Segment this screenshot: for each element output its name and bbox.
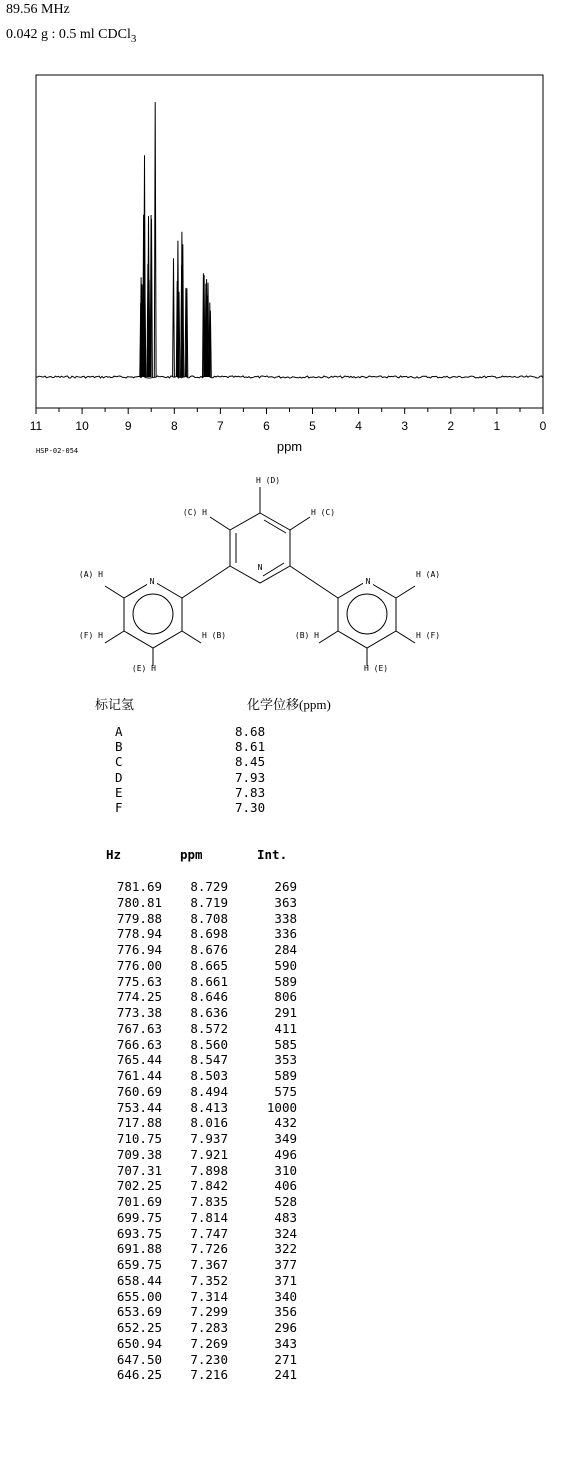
peak-hz: 658.44 — [116, 1272, 162, 1288]
peak-row — [100, 1115, 297, 1131]
peak-ppm: 7.937 — [190, 1131, 228, 1146]
left-ring-aromatic-circle — [133, 594, 173, 634]
peak-intensity: 349 — [274, 1131, 297, 1146]
bond-h-b-left — [182, 631, 201, 643]
peak-hz: 717.88 — [116, 1115, 162, 1131]
peak-intensity: 432 — [274, 1115, 297, 1131]
label-h-c-left: (C) H — [182, 508, 207, 517]
peak-hz: 775.63 — [116, 973, 162, 989]
peak-hz: 774.25 — [116, 989, 162, 1005]
peak-hz: 710.75 — [116, 1131, 162, 1146]
peak-hz: 780.81 — [116, 894, 162, 910]
peak-hz: 778.94 — [116, 926, 162, 942]
header-ppm: ppm — [180, 847, 203, 862]
peak-hz: 650.94 — [116, 1335, 162, 1351]
assignment-row — [115, 785, 265, 800]
peak-row — [100, 1100, 297, 1116]
peak-intensity: 496 — [274, 1146, 297, 1162]
assignment-label: A — [115, 724, 123, 739]
sample-description — [6, 27, 136, 45]
peak-intensity: 377 — [274, 1257, 297, 1272]
peak-intensity: 284 — [274, 942, 297, 957]
label-h-e-left: (E) H — [131, 664, 156, 673]
peak-ppm: 7.299 — [190, 1304, 228, 1320]
assignment-row — [115, 800, 265, 815]
assignment-shift: 7.93 — [235, 769, 266, 785]
peak-intensity: 353 — [274, 1052, 297, 1068]
bond-central-right — [290, 566, 338, 598]
assignment-row — [115, 770, 265, 785]
label-h-f-left: (F) H — [78, 631, 103, 640]
x-tick-label: 3 — [401, 419, 409, 433]
assignment-shift: 8.68 — [235, 724, 266, 739]
label-h-a-right: H (A) — [416, 570, 441, 579]
peak-intensity: 310 — [274, 1162, 297, 1178]
peak-intensity: 271 — [274, 1351, 297, 1367]
peak-hz: 767.63 — [116, 1020, 162, 1036]
assignment-table — [115, 724, 265, 815]
spectrum-peak — [154, 102, 156, 377]
spectrum-code: HSP-02-054 — [36, 447, 79, 455]
peak-hz: 693.75 — [116, 1225, 162, 1241]
peak-row — [100, 879, 297, 895]
peak-hz: 776.00 — [116, 957, 162, 973]
peak-row — [100, 1241, 297, 1257]
x-axis-label: ppm — [276, 439, 303, 454]
x-axis-tick-labels — [30, 419, 547, 433]
peak-intensity: 589 — [274, 1068, 297, 1083]
peak-row — [100, 989, 297, 1005]
peak-ppm: 8.494 — [190, 1083, 228, 1099]
peak-row — [100, 1084, 297, 1100]
peak-table — [100, 879, 297, 1383]
peak-row — [100, 1289, 297, 1305]
peak-intensity: 483 — [274, 1209, 297, 1225]
peak-hz: 760.69 — [116, 1083, 162, 1099]
peak-hz: 753.44 — [116, 1099, 162, 1115]
peak-ppm: 7.835 — [190, 1194, 228, 1209]
peak-row — [100, 1210, 297, 1226]
x-tick-label: 4 — [355, 419, 362, 433]
peak-ppm: 7.842 — [190, 1178, 228, 1194]
peak-ppm: 8.646 — [190, 989, 228, 1005]
peak-ppm: 7.726 — [190, 1241, 228, 1257]
peak-intensity: 343 — [274, 1335, 297, 1351]
sample-subscript: 3 — [130, 32, 137, 45]
peak-ppm: 7.216 — [190, 1367, 228, 1383]
peak-hz: 709.38 — [116, 1146, 162, 1162]
label-h-f-right: H (F) — [416, 631, 441, 640]
x-tick-label: 6 — [263, 419, 270, 433]
peak-ppm: 8.719 — [190, 894, 228, 910]
peak-ppm: 8.665 — [190, 957, 228, 973]
sample-text: 0.042 g : 0.5 ml CDCl — [6, 27, 131, 42]
peak-ppm: 7.921 — [190, 1146, 228, 1162]
peak-ppm: 8.708 — [190, 910, 228, 926]
peak-row — [100, 1304, 297, 1320]
peak-intensity: 406 — [274, 1178, 297, 1194]
peak-ppm: 8.547 — [190, 1052, 228, 1068]
peak-intensity: 585 — [274, 1036, 297, 1052]
peak-ppm: 8.676 — [190, 942, 228, 957]
peak-hz: 659.75 — [116, 1257, 162, 1272]
x-tick-label: 11 — [29, 419, 43, 433]
bond-h-a-left — [105, 586, 124, 598]
peak-ppm: 8.572 — [190, 1020, 228, 1036]
peak-intensity: 356 — [274, 1304, 297, 1320]
peak-hz: 766.63 — [116, 1036, 162, 1052]
peak-hz: 655.00 — [116, 1288, 162, 1304]
x-tick-label: 2 — [447, 419, 455, 433]
x-tick-label: 10 — [75, 419, 89, 433]
peak-row — [100, 1005, 297, 1021]
peak-intensity: 241 — [274, 1367, 297, 1383]
peak-row — [100, 1336, 297, 1352]
peak-intensity: 322 — [274, 1241, 297, 1257]
peak-intensity: 340 — [274, 1288, 297, 1304]
peak-intensity: 324 — [274, 1225, 297, 1241]
peak-ppm: 8.016 — [190, 1115, 228, 1131]
spectrum-peak — [173, 258, 175, 377]
x-tick-label: 5 — [309, 419, 316, 433]
peak-row — [100, 958, 297, 974]
peak-ppm: 7.230 — [190, 1351, 228, 1367]
label-h-b-left: H (B) — [202, 631, 227, 640]
peak-hz: 761.44 — [116, 1068, 162, 1083]
peak-row — [100, 1163, 297, 1179]
peak-row — [100, 926, 297, 942]
peak-hz: 702.25 — [116, 1178, 162, 1194]
peak-row — [100, 1131, 297, 1147]
assignment-label: C — [115, 754, 123, 770]
assignment-shift: 7.30 — [235, 800, 266, 816]
assignment-label: E — [115, 784, 123, 800]
peak-hz: 646.25 — [116, 1367, 162, 1383]
peak-ppm: 7.747 — [190, 1225, 228, 1241]
x-tick-label: 7 — [217, 419, 224, 433]
label-h-d: H (D) — [256, 476, 281, 485]
peak-table-header — [100, 847, 360, 865]
peak-intensity: 269 — [274, 879, 297, 894]
label-h-b-right: (B) H — [294, 631, 319, 640]
peak-hz: 653.69 — [116, 1304, 162, 1320]
label-h-a-left: (A) H — [78, 570, 103, 579]
peak-row — [100, 1257, 297, 1273]
bond-h-c-right — [290, 517, 310, 530]
bond-h-b-right — [319, 631, 338, 643]
assignment-row — [115, 754, 265, 769]
peak-row — [100, 942, 297, 958]
peak-hz: 691.88 — [116, 1241, 162, 1257]
peak-hz: 707.31 — [116, 1162, 162, 1178]
peak-ppm: 8.503 — [190, 1068, 228, 1083]
plot-frame — [36, 75, 543, 408]
peak-row — [100, 1226, 297, 1242]
peak-ppm: 8.636 — [190, 1005, 228, 1020]
peak-hz: 765.44 — [116, 1052, 162, 1068]
assignment-shift: 8.45 — [235, 754, 266, 770]
peak-ppm: 7.352 — [190, 1272, 228, 1288]
assignment-label: F — [115, 800, 123, 816]
peak-ppm: 7.367 — [190, 1257, 228, 1272]
nmr-spectrum-chart — [0, 70, 570, 460]
peak-intensity: 291 — [274, 1005, 297, 1020]
peak-row — [100, 911, 297, 927]
assignment-row — [115, 724, 265, 739]
assignment-header-shift: 化学位移(ppm) — [247, 697, 331, 712]
peak-hz: 647.50 — [116, 1351, 162, 1367]
peak-intensity: 411 — [274, 1020, 297, 1036]
peak-intensity: 528 — [274, 1194, 297, 1209]
assignment-label: B — [115, 739, 123, 755]
peak-hz: 776.94 — [116, 942, 162, 957]
bond-left-central — [182, 566, 230, 598]
peak-intensity: 590 — [274, 957, 297, 973]
n-right: N — [365, 577, 371, 586]
peak-row — [100, 1052, 297, 1068]
peak-ppm: 7.898 — [190, 1162, 228, 1178]
bond-h-c-left — [210, 517, 230, 530]
peak-row — [100, 895, 297, 911]
x-axis-ticks — [36, 408, 543, 414]
baseline-noise — [36, 376, 543, 378]
peak-intensity: 1000 — [266, 1099, 297, 1115]
label-h-c-right: H (C) — [311, 508, 336, 517]
peak-hz: 773.38 — [116, 1005, 162, 1020]
peak-row — [100, 974, 297, 990]
peak-hz: 781.69 — [116, 879, 162, 894]
peak-hz: 699.75 — [116, 1209, 162, 1225]
label-h-e-right: H (E) — [364, 664, 389, 673]
assignment-row — [115, 739, 265, 754]
spectrum-peaks — [140, 102, 212, 377]
peak-row — [100, 1273, 297, 1289]
peak-row — [100, 1021, 297, 1037]
peak-row — [100, 1367, 297, 1383]
peak-intensity: 589 — [274, 973, 297, 989]
assignment-header-label: 标记氢 — [95, 697, 135, 712]
n-central: N — [257, 563, 263, 572]
bond-h-a-right — [396, 586, 415, 598]
x-tick-label: 0 — [539, 419, 547, 433]
bond-h-f-right — [396, 631, 415, 643]
peak-ppm: 8.698 — [190, 926, 228, 942]
peak-row — [100, 1352, 297, 1368]
peak-row — [100, 1147, 297, 1163]
terpyridine-structure — [60, 465, 480, 680]
peak-intensity: 371 — [274, 1272, 297, 1288]
peak-row — [100, 1037, 297, 1053]
peak-ppm: 7.269 — [190, 1335, 228, 1351]
central-pyridine-ring — [230, 513, 290, 583]
peak-intensity: 296 — [274, 1320, 297, 1335]
assignment-label: D — [115, 769, 123, 785]
x-tick-label: 8 — [170, 419, 178, 433]
bond-h-f-left — [105, 631, 124, 643]
assignment-shift: 8.61 — [235, 739, 266, 755]
x-tick-label: 9 — [124, 419, 132, 433]
peak-hz: 779.88 — [116, 910, 162, 926]
peak-row — [100, 1194, 297, 1210]
peak-intensity: 363 — [274, 894, 297, 910]
peak-hz: 701.69 — [116, 1194, 162, 1209]
header-hz: Hz — [106, 847, 122, 862]
peak-intensity: 338 — [274, 910, 297, 926]
n-left: N — [149, 577, 155, 586]
peak-intensity: 575 — [274, 1083, 297, 1099]
spectrometer-frequency: 89.56 MHz — [6, 2, 70, 17]
peak-row — [100, 1320, 297, 1336]
assignment-header — [95, 694, 415, 712]
peak-ppm: 7.314 — [190, 1288, 228, 1304]
peak-ppm: 8.661 — [190, 973, 228, 989]
header-int: Int. — [257, 847, 288, 862]
peak-row — [100, 1178, 297, 1194]
peak-intensity: 806 — [274, 989, 297, 1005]
peak-ppm: 8.413 — [190, 1099, 228, 1115]
central-ring-double-bond-3 — [263, 563, 284, 576]
peak-ppm: 7.814 — [190, 1209, 228, 1225]
peak-hz: 652.25 — [116, 1320, 162, 1335]
peak-ppm: 8.560 — [190, 1036, 228, 1052]
x-tick-label: 1 — [493, 419, 501, 433]
peak-ppm: 8.729 — [190, 879, 228, 894]
peak-intensity: 336 — [274, 926, 297, 942]
peak-row — [100, 1068, 297, 1084]
assignment-shift: 7.83 — [235, 784, 266, 800]
right-ring-aromatic-circle — [347, 594, 387, 634]
peak-ppm: 7.283 — [190, 1320, 228, 1335]
